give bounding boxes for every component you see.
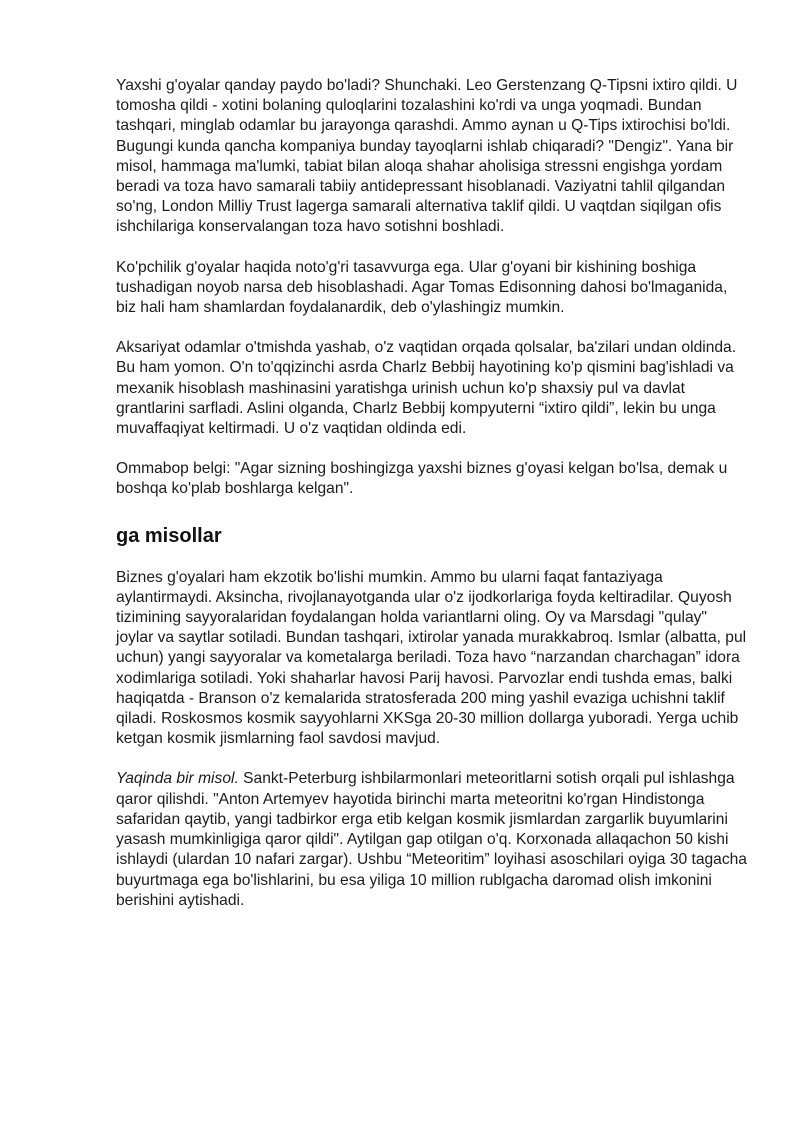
paragraph-body: Sankt-Peterburg ishbilarmonlari meteoritlarni sotish orqali pul ishlashga qaror qilishdi. "Anton Artemyev hayotida birinchi marta meteoritni ko'rgan Hindistonga safaridan qaytib, yangi tadbirkor erga etib kelgan kosmik jismlardan zargarlik buyumlarini yasash mumkinligiga qaror qildi". Aytilgan gap otilgan o'q. Korxonada allaqachon 50 kishi ishlaydi (ulardan 10 nafari zargar). Ushbu “Meteoritim” loyihasi asoschilari oyiga 30 tagacha buyurtmaga ega bo'lishlarini, bu esa yiliga 10 million rublgacha daromad olish imkonini berishini aytishadi. (116, 770, 747, 909)
paragraph-lead-italic: Yaqinda bir misol. (116, 770, 239, 788)
paragraph-meteorites (116, 769, 748, 910)
paragraph-babbage: Aksariyat odamlar o'tmishda yashab, o'z vaqtidan orqada qolsalar, ba'zilari undan oldinda. Bu ham yomon. O'n to'qqizinchi asrda Charlz Bebbij hayotining ko'p qismini bag'ishladi va mexanik hisoblash mashinasini yaratishga urinish uchun ko'p shaxsiy pul va davlat grantlarini sarfladi. Aslini olganda, Charlz Bebbij kompyuterni “ixtiro qildi”, lekin bu unga muvaffaqiyat keltirmadi. U o'z vaqtidan oldinda edi. (116, 339, 737, 438)
paragraph-exotic-ideas: Biznes g'oyalari ham ekzotik bo'lishi mumkin. Ammo bu ularni faqat fantaziyaga aylantirmaydi. Aksincha, rivojlanayotganda ular o'z ijodkorlariga foyda keltiradilar. Quyosh tizimining sayyoralaridan foydalangan holda variantlarni oling. Oy va Marsdagi "qulay" joylar va saytlar sotiladi. Bundan tashqari, ixtirolar yanada murakkabroq. Ismlar (albatta, pul uchun) yangi sayyoralar va kometalarga beriladi. Toza havo “narzandan charchagan” idora xodimlariga sotiladi. Yoki shaharlar havosi Parij havosi. Parvozlar endi tushda emas, balki haqiqatda - Branson o'z kemalarida stratosferada 200 ming yashil evaziga uchishni taklif qiladi. Roskosmos kosmik sayyohlarni XKSga 20-30 million dollarga yuboradi. Yerga uchib ketgan kosmik jismlarning faol savdosi mavjud. (116, 568, 747, 748)
paragraph-q-tips: Yaxshi g'oyalar qanday paydo bo'ladi? Shunchaki. Leo Gerstenzang Q-Tipsni ixtiro qildi. U tomosha qildi - xotini bolaning quloqlarini tozalashini ko'rdi va unga yoqmadi. Bundan tashqari, minglab odamlar bu jarayonga qarashdi. Ammo aynan u Q-Tips ixtirochisi bo'ldi. Bugungi kunda qancha kompaniya bunday tayoqlarni ishlab chiqaradi? "Dengiz". Yana bir misol, hammaga ma'lumki, tabiat bilan aloqa shahar aholisiga stressni engishga yordam beradi va toza havo samarali tabiiy antidepressant hisoblanadi. Vaziyatni tahlil qilgandan so'ng, London Milliy Trust lagerga samarali alternativa taklif qildi. U vaqtdan siqilgan ofis ishchilariga konservalangan toza havo sotishni boshladi. (116, 77, 738, 236)
section-heading: ga misollar (116, 524, 222, 547)
paragraph-ideas-misconception: Ko'pchilik g'oyalar haqida noto'g'ri tasavvurga ega. Ular g'oyani bir kishining boshiga tushadigan noyob narsa deb hisoblashadi. Agar Tomas Edisonning dahosi bo'lmaganida, biz hali ham shamlardan foydalanardik, deb o'ylashingiz mumkin. (116, 258, 728, 317)
document-page (116, 76, 748, 931)
paragraph-popular-sign: Ommabop belgi: "Agar sizning boshingizga yaxshi biznes g'oyasi kelgan bo'lsa, demak u boshqa ko'plab boshlarga kelgan". (116, 460, 728, 498)
